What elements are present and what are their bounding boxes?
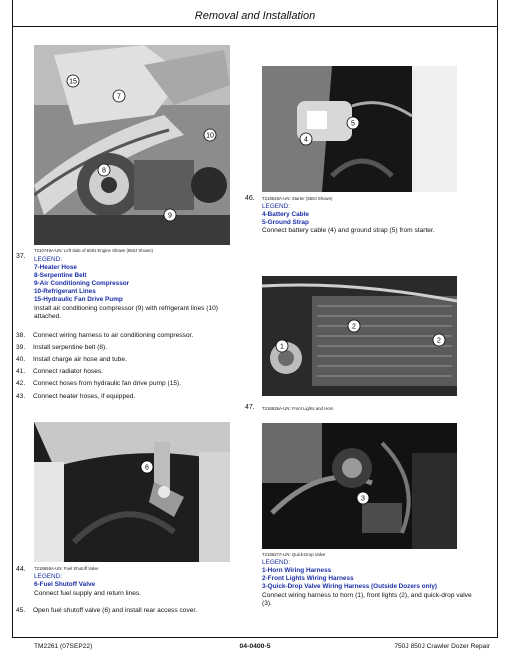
footer-manual-title: 750J 850J Crawler Dozer Repair xyxy=(394,643,490,650)
starter-callouts xyxy=(262,66,457,192)
step-43: 43. Connect heater hoses, if equipped. xyxy=(16,393,136,400)
step47-figure-caption-bottom: T218637A-UN: Quick-Drop Valve xyxy=(262,552,326,557)
footer-rule xyxy=(12,637,498,638)
step46-number: 46. xyxy=(245,195,255,202)
step37-text: Install air conditioning compressor (9) with refrigerant lines (10) attached. xyxy=(34,305,218,321)
step47-figure-caption-top: T218636A-UN: Front Lights and Horn xyxy=(262,406,334,411)
callout-7: 7 xyxy=(117,93,121,101)
step47-number: 47. xyxy=(245,404,255,411)
callout-1: 1 xyxy=(280,343,284,351)
body-left-rule xyxy=(12,26,13,638)
step-40: 40. Install charge air hose and tube. xyxy=(16,356,127,363)
step37-figure-caption: T210749A-UN: Left Side of 6081 Engine Shown (550J Shown) xyxy=(34,248,153,253)
legend-item: 6-Fuel Shutoff Valve xyxy=(34,581,96,588)
body-right-rule xyxy=(497,26,498,638)
engine-callouts xyxy=(34,45,230,245)
legend-item: 9-Air Conditioning Compressor xyxy=(34,280,130,287)
step44-text: Connect fuel supply and return lines. xyxy=(34,590,142,597)
step46-figure-caption: T218648A-UN: Starter (550J Shown) xyxy=(262,196,333,201)
step47-text: Connect wiring harness to horn (1), front lights (2), and quick-drop valve (3). xyxy=(262,592,472,608)
step37-legend xyxy=(34,256,129,304)
legend-item: 8-Serpentine Belt xyxy=(34,272,87,279)
legend-title: LEGEND: xyxy=(34,573,63,580)
callout-9: 9 xyxy=(168,212,172,220)
callout-15: 15 xyxy=(69,78,77,86)
step-38: 38. Connect wiring harness to air conditioning compressor. xyxy=(16,332,194,339)
callout-8: 8 xyxy=(102,167,106,175)
fuel-callouts xyxy=(34,422,230,562)
step-41: 41. Connect radiator hoses. xyxy=(16,368,104,375)
header-rule xyxy=(12,26,498,27)
legend-item: 3-Quick-Drop Valve Wiring Harness (Outside Dozers only) xyxy=(262,583,438,590)
callout-2-right: 2 xyxy=(437,337,441,345)
step44-number: 44. xyxy=(16,566,26,573)
legend-item: 1-Horn Wiring Harness xyxy=(262,567,332,574)
legend-item: 5-Ground Strap xyxy=(262,219,309,226)
step46-legend xyxy=(262,203,309,227)
step44-legend xyxy=(34,573,95,589)
legend-item: 4-Battery Cable xyxy=(262,211,309,218)
callout-5: 5 xyxy=(351,120,355,128)
legend-item: 2-Front Lights Wiring Harness xyxy=(262,575,354,582)
callout-3: 3 xyxy=(361,495,365,503)
callout-2-left: 2 xyxy=(352,323,356,331)
step-45: 45. Open fuel shutoff valve (6) and install rear access cover. xyxy=(16,607,198,614)
step44-figure-caption: T218659A-UN: Fuel Shutoff Valve xyxy=(34,566,99,571)
callout-10: 10 xyxy=(206,132,214,140)
callout-4: 4 xyxy=(304,136,308,144)
quick-drop-callouts xyxy=(262,423,457,549)
page-header-title: Removal and Installation xyxy=(194,10,316,22)
step47-legend xyxy=(262,559,437,591)
legend-item: 7-Heater Hose xyxy=(34,264,77,271)
step46-text: Connect battery cable (4) and ground strap (5) from starter. xyxy=(262,227,435,234)
legend-title: LEGEND: xyxy=(262,203,291,210)
step37-number: 37. xyxy=(16,253,26,260)
legend-item: 10-Refrigerant Lines xyxy=(34,288,96,295)
footer-page-number: 04-0400-5 xyxy=(239,643,271,650)
footer-doc-id: TM2261 (07SEP22) xyxy=(34,643,93,650)
step-39: 39. Install serpentine belt (8). xyxy=(16,344,108,351)
legend-title: LEGEND: xyxy=(262,559,291,566)
legend-item: 15-Hydraulic Fan Drive Pump xyxy=(34,296,123,303)
callout-6: 6 xyxy=(145,464,149,472)
legend-title: LEGEND: xyxy=(34,256,63,263)
front-lights-callouts xyxy=(262,276,457,396)
step-42: 42. Connect hoses from hydraulic fan drive pump (15). xyxy=(16,380,182,387)
